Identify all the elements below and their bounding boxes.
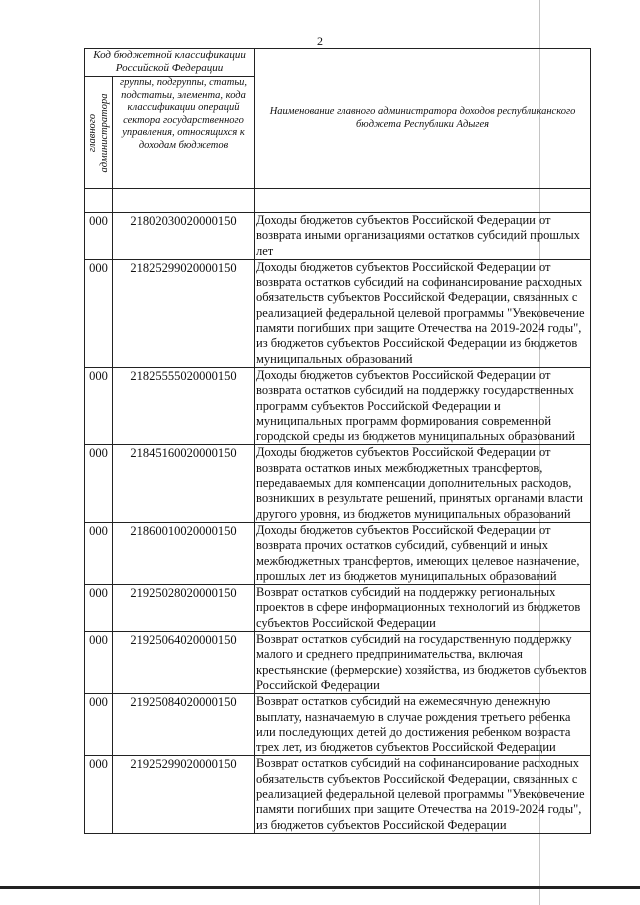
table-row (85, 585, 591, 632)
table-row (85, 632, 591, 694)
budget-code-cell: 21925084020000150 (113, 694, 255, 756)
income-name-cell: Доходы бюджетов субъектов Российской Федерации от возврата иными организациями остатков субсидий прошлых лет (255, 213, 591, 260)
table-row (85, 259, 591, 367)
admin-code-cell: 000 (85, 632, 113, 694)
admin-code-cell: 000 (85, 445, 113, 522)
page-number: 2 (317, 34, 323, 48)
budget-code-cell: 21925299020000150 (113, 756, 255, 833)
income-name-cell: Доходы бюджетов субъектов Российской Федерации от возврата прочих остатков субсидий, субвенций и иных межбюджетных трансфертов, имеющих целевое назначение, прошлых лет из бюджетов муниципальных образований (255, 522, 591, 584)
header-admin-column (85, 77, 113, 189)
header-row-top (85, 49, 591, 77)
budget-code-cell: 21845160020000150 (113, 445, 255, 522)
table-row (85, 213, 591, 260)
header-spacer-row (85, 189, 591, 213)
table-row (85, 756, 591, 833)
header-code-group: Код бюджетной классификации Российской Федерации (85, 49, 255, 77)
bottom-rule (0, 886, 640, 889)
header-groups-column: группы, подгруппы, статьи, подстатьи, элемента, кода классификации операций сектора государственного управления, относящихся к доходам бюджетов (113, 77, 255, 189)
budget-code-cell: 21925028020000150 (113, 585, 255, 632)
income-name-cell: Доходы бюджетов субъектов Российской Федерации от возврата остатков иных межбюджетных трансфертов, передаваемых для компенсации дополнительных расходов, возникших в результате решений, принятых органами власти другого уровня, из бюджетов муниципальных образований (255, 445, 591, 522)
admin-code-cell: 000 (85, 756, 113, 833)
admin-code-cell: 000 (85, 259, 113, 367)
income-name-cell: Возврат остатков субсидий на государственную поддержку малого и среднего предпринимательства, включая крестьянские (фермерские) хозяйства, из бюджетов субъектов Российской Федерации (255, 632, 591, 694)
table-row (85, 694, 591, 756)
header-name-column: Наименование главного администратора доходов республиканского бюджета Республики Адыгея (255, 49, 591, 189)
budget-code-cell: 21802030020000150 (113, 213, 255, 260)
admin-code-cell: 000 (85, 694, 113, 756)
admin-code-cell: 000 (85, 213, 113, 260)
budget-code-cell: 21860010020000150 (113, 522, 255, 584)
budget-code-cell: 21925064020000150 (113, 632, 255, 694)
table-row (85, 522, 591, 584)
budget-code-cell: 21825299020000150 (113, 259, 255, 367)
table-row (85, 367, 591, 444)
income-name-cell: Возврат остатков субсидий на софинансирование расходных обязательств субъектов Российской Федерации, связанных с реализацией федеральной целевой программы "Увековечение памяти погибших при защите Отечества на 2019-2024 годы", из бюджетов субъектов Российской Федерации (255, 756, 591, 833)
income-name-cell: Возврат остатков субсидий на поддержку региональных проектов в сфере информационных технологий из бюджетов субъектов Российской Федерации (255, 585, 591, 632)
admin-code-cell: 000 (85, 585, 113, 632)
admin-code-cell: 000 (85, 522, 113, 584)
income-name-cell: Возврат остатков субсидий на ежемесячную денежную выплату, назначаемую в случае рождения третьего ребенка или последующих детей до достижения ребенком возраста трех лет, из бюджетов субъектов Российской Федерации (255, 694, 591, 756)
budget-code-cell: 21825555020000150 (113, 367, 255, 444)
table-row (85, 445, 591, 522)
income-name-cell: Доходы бюджетов субъектов Российской Федерации от возврата остатков субсидий на софинансирование расходных обязательств субъектов Российской Федерации, связанных с реализацией федеральной целевой программы "Увековечение памяти погибших при защите Отечества на 2019-2024 годы", из бюджетов субъектов Российской Федерации из бюджетов муниципальных образований (255, 259, 591, 367)
budget-classification-table (84, 48, 591, 834)
header-admin-label: главного администратора (86, 92, 110, 173)
income-name-cell: Доходы бюджетов субъектов Российской Федерации от возврата остатков субсидий на поддержку государственных программ субъектов Российской Федерации и муниципальных программ формирования современной городской среды из бюджетов муниципальных образований (255, 367, 591, 444)
admin-code-cell: 000 (85, 367, 113, 444)
